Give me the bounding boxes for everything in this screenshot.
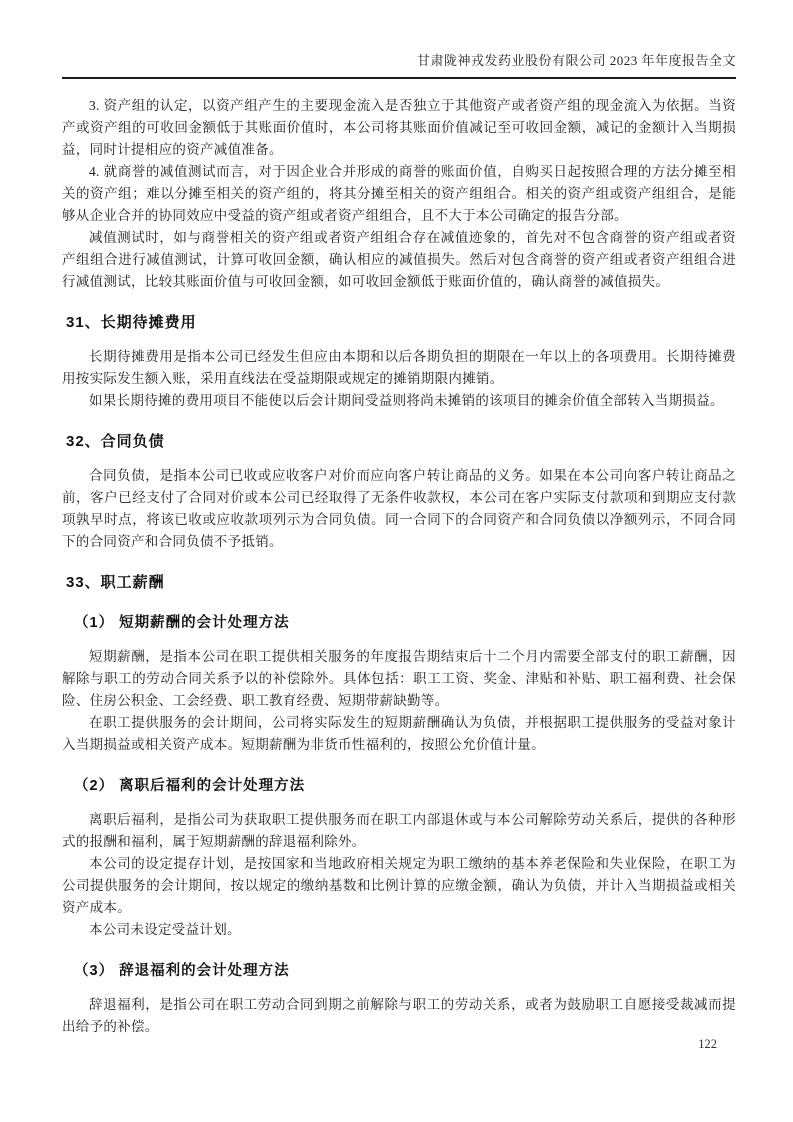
page-header (62, 0, 736, 79)
paragraph-defined-contribution-plan: 本公司的设定提存计划，是按国家和当地政府相关规定为职工缴纳的基本养老保险和失业保险，在职工为公司提供服务的会计期间，按以规定的缴纳基数和比例计算的应缴金额，确认为负债，并计入当期损益或相关资产成本。 (62, 856, 736, 915)
paragraph-asset-group-recognition: 3. 资产组的认定，以资产组产生的主要现金流入是否独立于其他资产或者资产组的现金流入为依据。当资产或资产组的可收回金额低于其账面价值时，本公司将其账面价值减记至可收回金额，减记的金额计入当期损益，同时计提相应的资产减值准备。 (62, 98, 736, 157)
header-rule (62, 77, 736, 79)
paragraph-impairment-testing-procedure: 减值测试时，如与商誉相关的资产组或者资产组组合存在减值迹象的，首先对不包含商誉的资产组或者资产组组合进行减值测试，计算可收回金额，确认相应的减值损失。然后对包含商誉的资产组或者资产组组合进行减值测试，比较其账面价值与可收回金额，如可收回金额低于账面价值的，确认商誉的减值损失。 (62, 230, 736, 289)
section-heading-32-contract-liabilities: 32、合同负债 (66, 433, 165, 450)
subsection-heading-2-post-employment-benefits: （2） 离职后福利的会计处理方法 (74, 778, 306, 794)
paragraph-post-employment-definition: 离职后福利，是指公司为获取职工提供服务而在职工内部退休或与本公司解除劳动关系后，提供的各种形式的报酬和福利，属于短期薪酬的辞退福利除外。 (62, 812, 736, 849)
paragraph-short-term-compensation-recognition: 在职工提供服务的会计期间，公司将实际发生的短期薪酬确认为负债，并根据职工提供服务的受益对象计入当期损益或相关资产成本。短期薪酬为非货币性福利的，按照公允价值计量。 (62, 715, 736, 752)
paragraph-short-term-compensation-definition: 短期薪酬，是指本公司在职工提供相关服务的年度报告期结束后十二个月内需要全部支付的职工薪酬，因解除与职工的劳动合同关系予以的补偿除外。具体包括：职工工资、奖金、津贴和补贴、职工福利费、社会保险、住房公积金、工会经费、职工教育经费、短期带薪缺勤等。 (62, 649, 736, 708)
paragraph-long-term-deferred-definition: 长期待摊费用是指本公司已经发生但应由本期和以后各期负担的期限在一年以上的各项费用。长期待摊费用按实际发生额入账，采用直线法在受益期限或规定的摊销期限内摊销。 (62, 349, 736, 386)
paragraph-long-term-deferred-transfer: 如果长期待摊的费用项目不能使以后会计期间受益则将尚未摊销的该项目的摊余价值全部转入当期损益。 (89, 393, 724, 408)
section-heading-31-long-term-deferred-expenses: 31、长期待摊费用 (66, 314, 197, 331)
paragraph-no-defined-benefit-plan: 本公司未设定受益计划。 (89, 922, 241, 937)
paragraph-termination-benefits-definition: 辞退福利，是指公司在职工劳动合同到期之前解除与职工的劳动关系，或者为鼓励职工自愿接受裁减而提出给予的补偿。 (62, 997, 736, 1034)
subsection-heading-3-termination-benefits: （3） 辞退福利的会计处理方法 (74, 963, 290, 979)
paragraph-goodwill-impairment-test: 4. 就商誉的减值测试而言，对于因企业合并形成的商誉的账面价值，自购买日起按照合理的方法分摊至相关的资产组；难以分摊至相关的资产组的，将其分摊至相关的资产组组合。相关的资产组或资产组组合，是能够从企业合并的协同效应中受益的资产组或者资产组组合，且不大于本公司确定的报告分部。 (62, 164, 736, 223)
paragraph-contract-liabilities-definition: 合同负债，是指本公司已收或应收客户对价而应向客户转让商品的义务。如果在本公司向客户转让商品之前，客户已经支付了合同对价或本公司已经取得了无条件收款权，本公司在客户实际支付款项和到期应支付款项孰早时点，将该已收或应收款项列示为合同负债。同一合同下的合同资产和合同负债以净额列示，不同合同下的合同资产和合同负债不予抵销。 (62, 468, 736, 549)
page-number: 122 (698, 1037, 717, 1051)
header-title: 甘肃陇神戎发药业股份有限公司 2023 年年度报告全文 (416, 53, 736, 68)
subsection-heading-1-short-term-compensation: （1） 短期薪酬的会计处理方法 (74, 615, 290, 631)
document-content (62, 95, 736, 1038)
section-heading-33-employee-compensation: 33、职工薪酬 (66, 574, 165, 591)
